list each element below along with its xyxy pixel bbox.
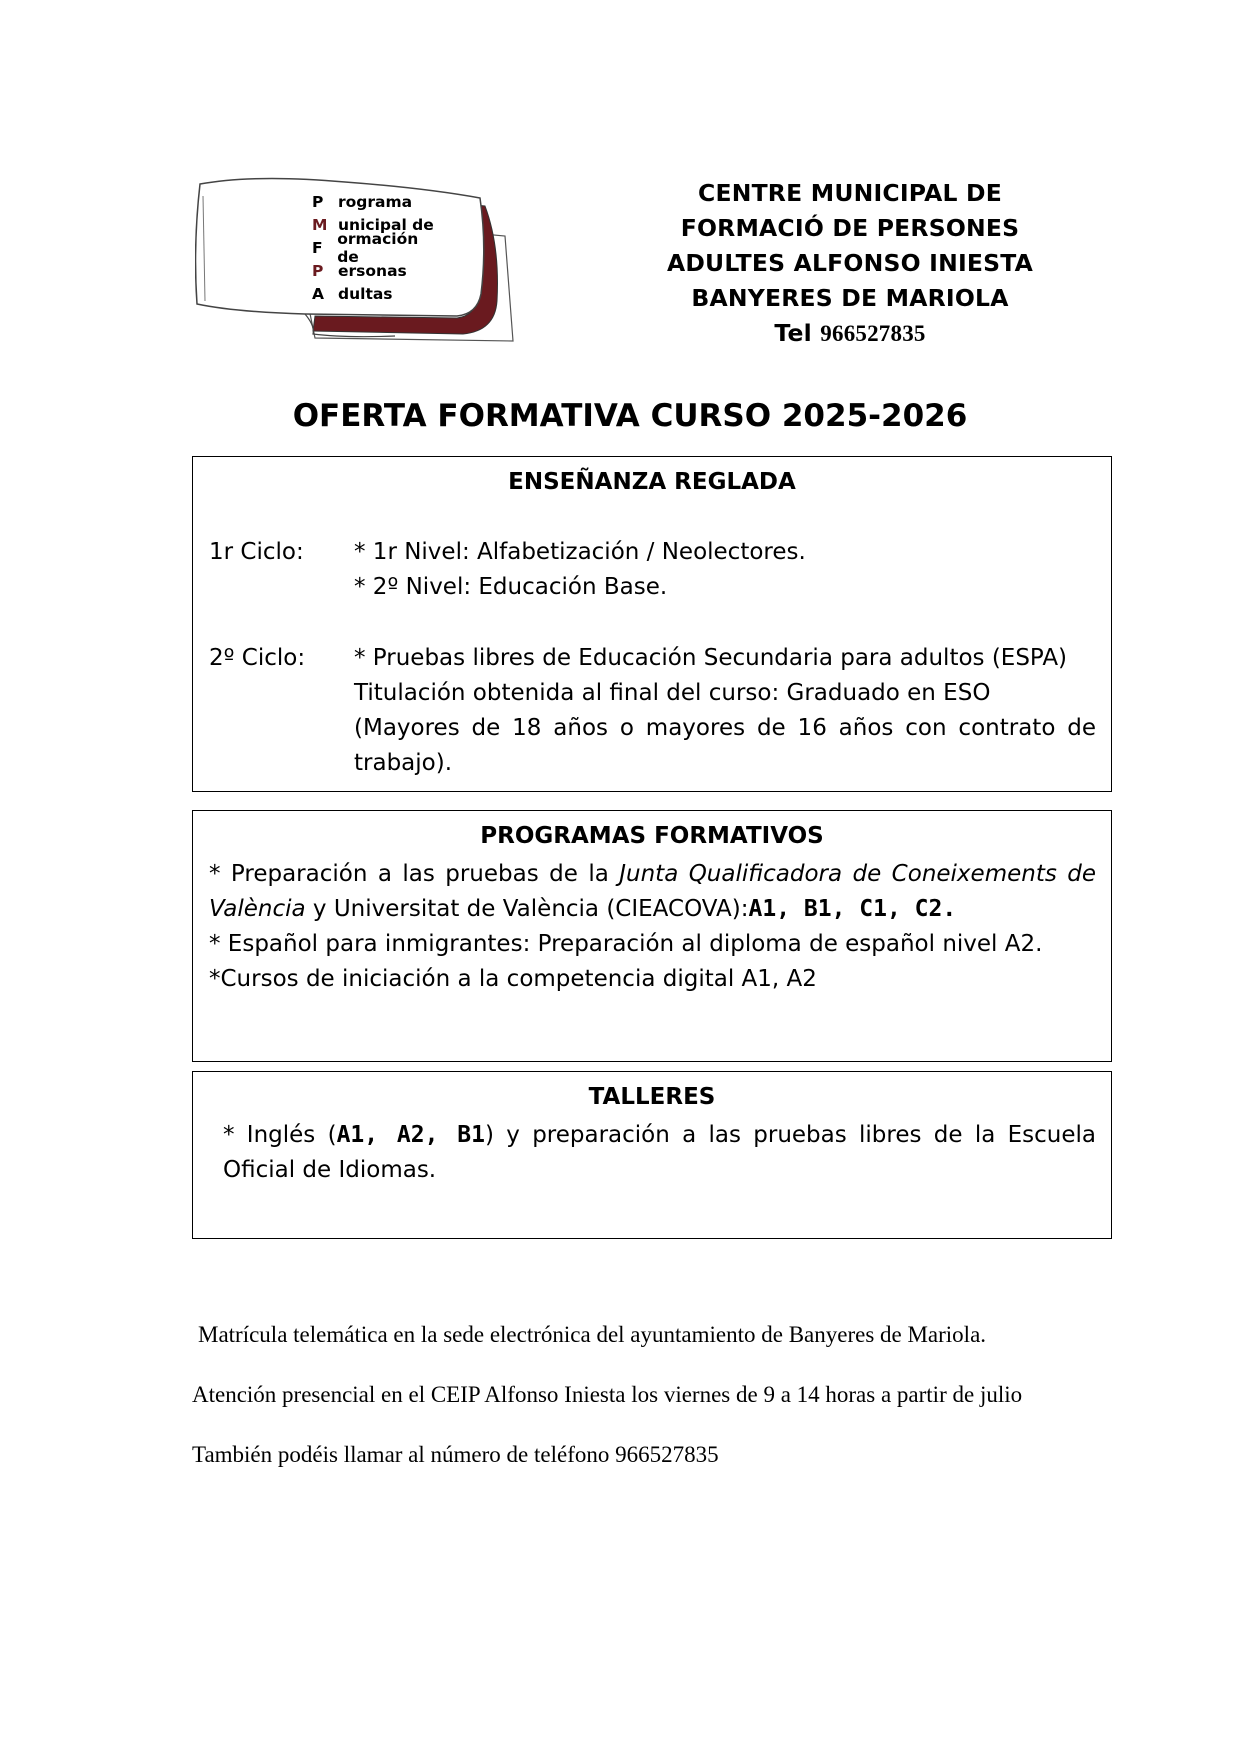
- taller-text: * Inglés (: [223, 1122, 337, 1148]
- programa-text: y Universitat de València (CIEACOVA):: [305, 896, 749, 922]
- programa-item: *Cursos de iniciación a la competencia digital A1, A2: [209, 966, 817, 992]
- programa-levels: A1, B1, C1, C2.: [748, 896, 957, 922]
- footer-note: Matrícula telemática en la sede electrónica del ayuntamiento de Banyeres de Mariola.: [198, 1322, 987, 1347]
- logo-initial: M: [312, 215, 328, 234]
- tel-number: 966527835: [820, 321, 926, 346]
- cycle2-item: * Pruebas libres de Educación Secundaria para adultos (ESPA): [354, 645, 1068, 671]
- logo-word: rograma: [338, 192, 413, 211]
- cycle1-item: * 2º Nivel: Educación Base.: [354, 574, 668, 600]
- center-header: [630, 176, 1070, 351]
- taller-item: [223, 1118, 1096, 1153]
- programa-item: * Español para inmigrantes: Preparación al diploma de español nivel A2.: [209, 931, 1043, 957]
- section-heading: ENSEÑANZA REGLADA: [508, 469, 796, 495]
- logo-word: ersonas: [338, 261, 407, 280]
- header-line: CENTRE MUNICIPAL DE: [698, 179, 1002, 207]
- logo-initial: P: [312, 192, 324, 211]
- programa-italic: València: [209, 896, 306, 922]
- header-line: FORMACIÓ DE PERSONES: [680, 214, 1020, 242]
- programas-formativos-section: [192, 810, 1112, 1062]
- section-heading: TALLERES: [588, 1084, 716, 1110]
- header-line: BANYERES DE MARIOLA: [691, 284, 1009, 312]
- logo-row: [312, 282, 442, 305]
- logo-row: [312, 190, 442, 213]
- page-title: OFERTA FORMATIVA CURSO 2025-2026: [292, 398, 968, 434]
- taller-text: ) y preparación a las pruebas libres de la Escuela: [485, 1122, 1096, 1148]
- footer-note: Atención presencial en el CEIP Alfonso Iniesta los viernes de 9 a 14 horas a partir de julio: [192, 1382, 1023, 1407]
- ensenanza-reglada-section: [192, 456, 1112, 792]
- logo-initial: A: [312, 284, 324, 303]
- logo-word: unicipal de: [338, 215, 434, 234]
- logo-initial: P: [312, 261, 324, 280]
- footer-note: También podéis llamar al número de teléfono 966527835: [192, 1442, 719, 1467]
- taller-text: Oficial de Idiomas.: [223, 1157, 437, 1183]
- programa-item: [209, 892, 956, 927]
- logo-word: ormación de: [337, 229, 419, 266]
- logo-row: [312, 229, 442, 266]
- cycle2-text: trabajo).: [354, 750, 453, 776]
- tel-label: Tel: [774, 319, 812, 347]
- cycle2-text: Titulación obtenida al final del curso: Graduado en ESO: [354, 680, 991, 706]
- cycle2-text: (Mayores de 18 años o mayores de 16 años con contrato de: [354, 715, 1096, 741]
- programa-item: [209, 857, 1096, 892]
- cycle2-label: 2º Ciclo:: [209, 645, 306, 671]
- logo-initial: F: [312, 238, 323, 257]
- header-line: ADULTES ALFONSO INIESTA: [666, 249, 1034, 277]
- header-tel: [630, 316, 1070, 351]
- section-heading: PROGRAMAS FORMATIVOS: [480, 823, 824, 849]
- logo-text: [312, 190, 442, 305]
- logo-word: dultas: [338, 284, 393, 303]
- taller-levels: A1, A2, B1: [336, 1122, 486, 1148]
- programa-italic: Junta Qualificadora de Coneixements de: [619, 861, 1097, 887]
- talleres-section: [192, 1071, 1112, 1239]
- cycle1-label: 1r Ciclo:: [209, 539, 304, 565]
- cycle1-item: * 1r Nivel: Alfabetización / Neolectores.: [354, 539, 806, 565]
- programa-text: * Preparación a las pruebas de la: [209, 861, 620, 887]
